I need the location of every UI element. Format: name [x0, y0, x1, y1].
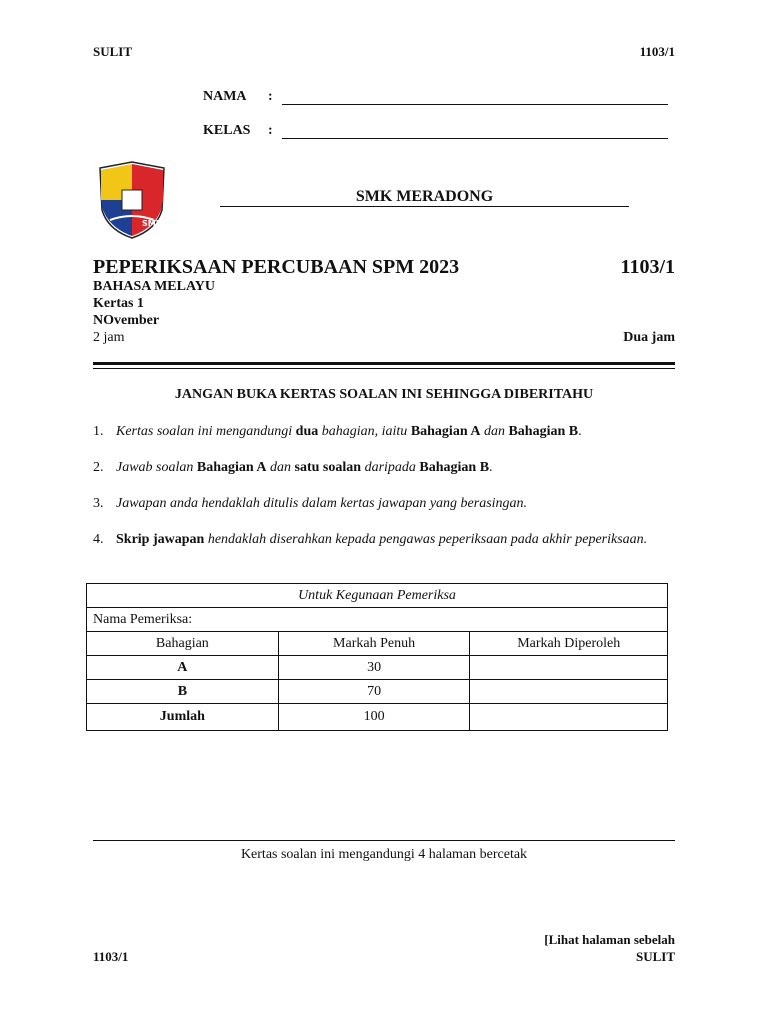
instruction-run: Bahagian A	[410, 424, 481, 439]
instruction-run: Bahagian B	[419, 460, 490, 475]
exam-code: 1103/1	[620, 256, 675, 278]
examiner-name-cell: Nama Pemeriksa:	[87, 608, 668, 632]
instruction-item	[93, 494, 675, 513]
row-marks-obtained[interactable]	[470, 680, 668, 704]
header-section: Bahagian	[87, 632, 279, 656]
instruction-run: dan	[480, 424, 509, 439]
row-full-marks: 30	[278, 656, 470, 680]
exam-subject: BAHASA MELAYU	[93, 279, 216, 294]
instruction-run: Jawab soalan	[116, 460, 197, 475]
table-caption: Untuk Kegunaan Pemeriksa	[87, 584, 668, 608]
row-section: A	[87, 656, 279, 680]
instruction-run: .	[489, 460, 493, 475]
footer-classification: SULIT	[635, 949, 675, 964]
instruction-run: satu soalan	[294, 460, 362, 475]
exam-paper: Kertas 1	[93, 296, 144, 311]
nama-colon: :	[268, 89, 273, 104]
instruction-run: hendaklah diserahkan kepada pengawas peperiksaan pada akhir peperiksaan.	[204, 532, 648, 547]
instruction-number: 1.	[93, 424, 104, 439]
nama-label: NAMA	[203, 89, 247, 104]
instruction-run: bahagian, iaitu	[318, 424, 411, 439]
section-divider-thin	[93, 368, 675, 369]
crest-lettering: SMK	[142, 219, 162, 228]
row-full-marks: 100	[278, 704, 470, 731]
examiner-marks-table	[86, 583, 668, 731]
school-name-underline	[220, 206, 629, 207]
instruction-run: Jawapan anda hendaklah ditulis dalam kertas jawapan yang berasingan.	[116, 496, 528, 511]
instruction-run: Bahagian A	[196, 460, 267, 475]
exam-duration-words: Dua jam	[623, 330, 675, 345]
footer-divider	[93, 840, 675, 841]
section-divider-thick	[93, 362, 675, 365]
kelas-label: KELAS	[203, 123, 251, 138]
nama-field[interactable]	[282, 104, 668, 105]
table-row	[87, 656, 668, 680]
instruction-text	[116, 530, 675, 549]
row-marks-obtained[interactable]	[470, 704, 668, 731]
school-crest-icon	[96, 160, 168, 240]
row-marks-obtained[interactable]	[470, 656, 668, 680]
instruction-run: daripada	[361, 460, 420, 475]
instruction-item	[93, 530, 675, 549]
header-full-marks: Markah Penuh	[278, 632, 470, 656]
instruction-run: .	[578, 424, 582, 439]
header-marks-obtained: Markah Diperoleh	[470, 632, 668, 656]
header-paper-code: 1103/1	[639, 44, 675, 59]
table-row	[87, 680, 668, 704]
exam-month: NOvember	[93, 313, 160, 328]
instruction-run: Skrip jawapan	[116, 532, 205, 547]
instruction-number: 4.	[93, 532, 104, 547]
table-header-row	[87, 632, 668, 656]
table-row	[87, 704, 668, 731]
instruction-run: Kertas soalan ini mengandungi	[116, 424, 296, 439]
row-section: B	[87, 680, 279, 704]
exam-title: PEPERIKSAAN PERCUBAAN SPM 2023	[93, 256, 460, 278]
row-full-marks: 70	[278, 680, 470, 704]
warning-notice: JANGAN BUKA KERTAS SOALAN INI SEHINGGA DIBERITAHU	[174, 387, 594, 402]
instruction-text	[116, 494, 675, 513]
instruction-text	[116, 422, 675, 441]
instruction-number: 3.	[93, 496, 104, 511]
page-count-note: Kertas soalan ini mengandungi 4 halaman bercetak	[240, 847, 528, 862]
footer-paper-code: 1103/1	[93, 949, 129, 964]
instruction-run: Bahagian B	[508, 424, 579, 439]
school-name: SMK MERADONG	[355, 188, 494, 205]
kelas-colon: :	[268, 123, 273, 138]
header-classification: SULIT	[93, 44, 133, 59]
next-page-note: [Lihat halaman sebelah	[544, 932, 675, 947]
instruction-item	[93, 422, 675, 441]
instruction-number: 2.	[93, 460, 104, 475]
exam-duration: 2 jam	[93, 330, 125, 345]
row-section: Jumlah	[87, 704, 279, 731]
instruction-run: dua	[295, 424, 319, 439]
instruction-run: dan	[266, 460, 295, 475]
instruction-item	[93, 458, 675, 477]
instruction-text	[116, 458, 675, 477]
kelas-field[interactable]	[282, 138, 668, 139]
